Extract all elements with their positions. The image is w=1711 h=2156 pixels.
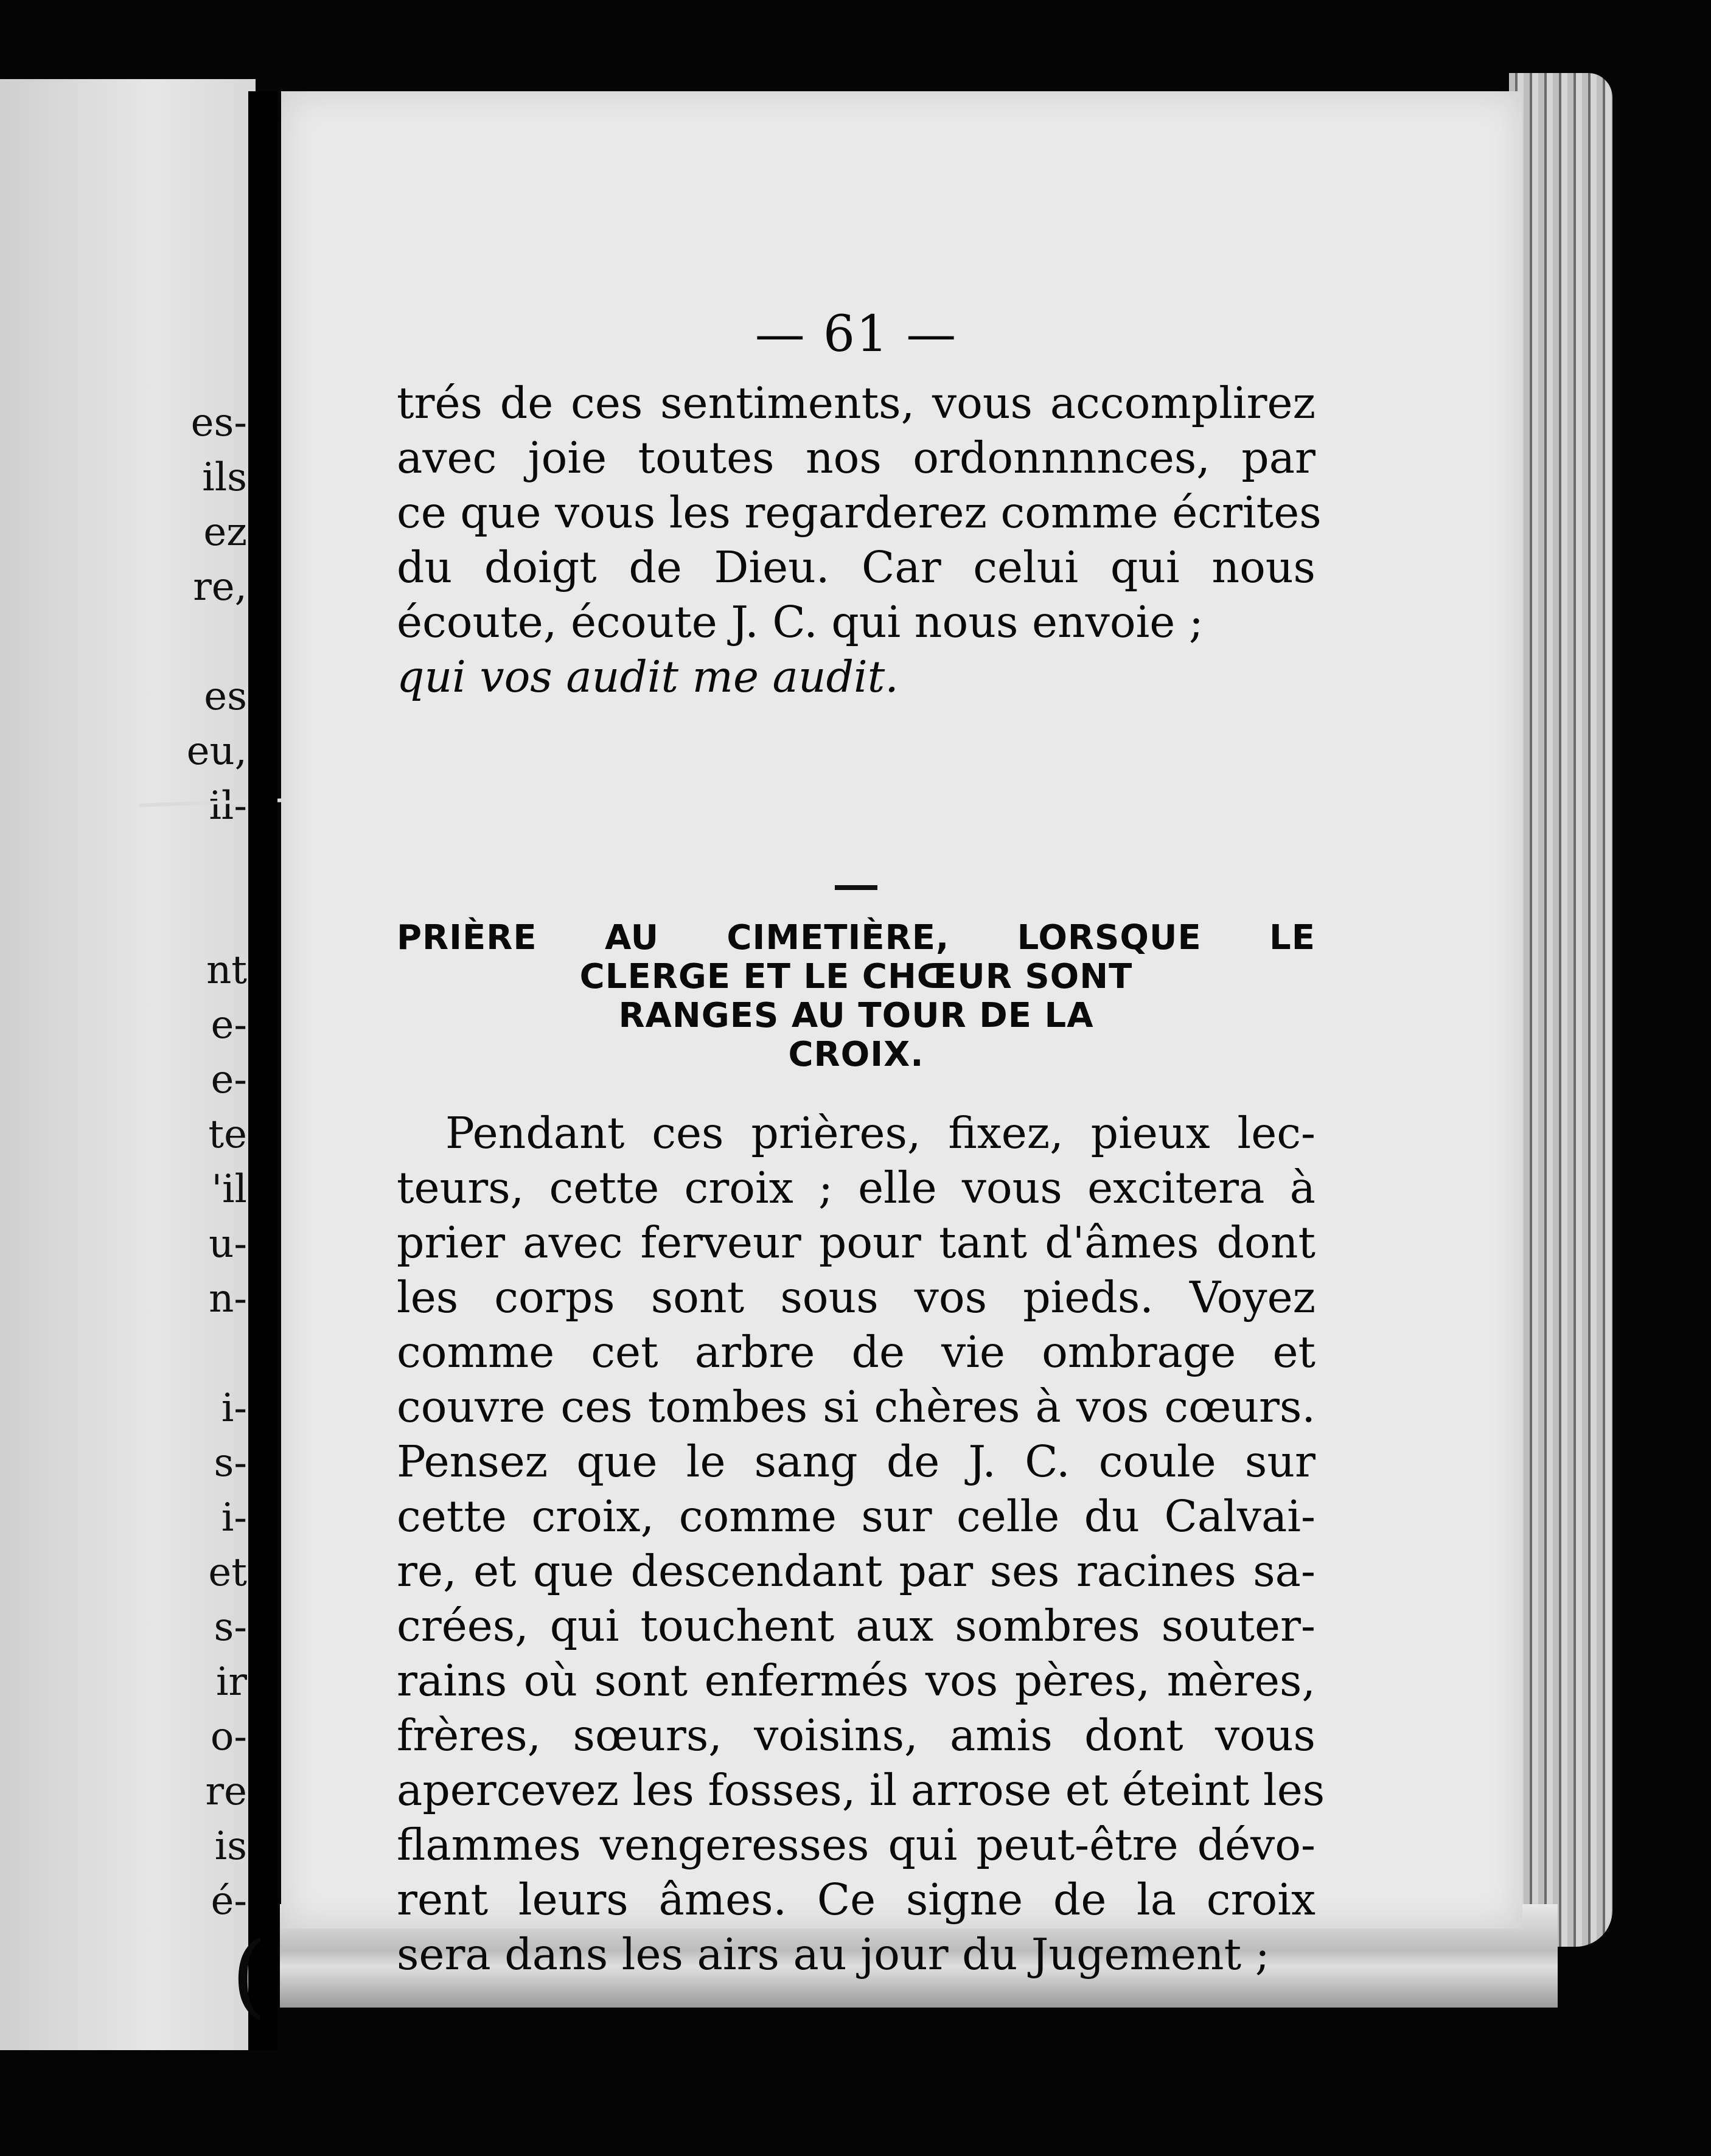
text-line: sera dans les airs au jour du Jugement ; [397, 1929, 1270, 1980]
left-fragment: e- [211, 1057, 247, 1102]
text-line: trés de ces sentiments, vous accomplirez [397, 378, 1315, 428]
text-line: prier avec ferveur pour tant d'âmes dont [397, 1217, 1315, 1268]
text-line: comme cet arbre de vie ombrage et [397, 1327, 1315, 1377]
heading-line: RANGES AU TOUR DE LA [618, 996, 1094, 1035]
page-number: — 61 — [754, 305, 958, 363]
left-fragment: ez [203, 510, 247, 555]
left-fragment [180, 833, 247, 888]
left-page-fragment [0, 79, 256, 2050]
text-line: Pensez que le sang de J. C. coule sur [397, 1436, 1315, 1487]
left-fragment: ils [202, 455, 247, 500]
left-fragment: n- [209, 1276, 247, 1321]
text-line: rent leurs âmes. Ce signe de la croix [397, 1874, 1315, 1925]
left-fragment: i- [221, 1386, 247, 1431]
heading-line: PRIÈRE AU CIMETIÈRE, LORSQUE LE [397, 918, 1315, 958]
left-fragment: re [205, 1769, 247, 1814]
paragraph-prayer [397, 1106, 1325, 1982]
text-line: rains où sont enfermés vos pères, mères, [397, 1655, 1315, 1706]
text-line: teurs, cette croix ; elle vous excitera à [397, 1163, 1315, 1213]
page-stack-edge [1509, 73, 1612, 1947]
left-fragment: e- [211, 1003, 247, 1048]
book-page [281, 91, 1522, 1980]
text-line: les corps sont sous vos pieds. Voyez [397, 1272, 1315, 1323]
ink-mark: ( [231, 1922, 267, 2028]
text-line: avec joie toutes nos ordonnnnces, par [397, 433, 1315, 483]
heading-line: CLERGE ET LE CHŒUR SONT [579, 957, 1133, 996]
left-fragment: es- [190, 400, 247, 445]
left-fragment: 'il [211, 1167, 247, 1212]
left-fragment: i- [221, 1495, 247, 1540]
left-fragment: é- [211, 1879, 247, 1924]
left-page-text-fragments [180, 395, 247, 1928]
text-line: flammes vengeresses qui peut-être dévo- [397, 1820, 1315, 1870]
left-fragment: es [204, 674, 247, 719]
latin-quote [397, 650, 1315, 704]
text-line: frères, sœurs, voisins, amis dont vous [397, 1710, 1315, 1761]
text-line: écoute, écoute J. C. qui nous envoie ; [397, 597, 1204, 647]
text-line: cette croix, comme sur celle du Calvai- [397, 1491, 1315, 1542]
heading-line: CROIX. [788, 1035, 924, 1074]
left-fragment: et [208, 1550, 247, 1595]
left-fragment [180, 614, 247, 669]
left-fragment: te [208, 1112, 247, 1157]
section-heading [397, 919, 1315, 1074]
latin-quote-text: qui vos audit me audit. [397, 652, 899, 702]
section-divider [835, 885, 877, 890]
paragraph-continuation [397, 376, 1322, 650]
text-line: crées, qui touchent aux sombres souter- [397, 1601, 1315, 1651]
left-fragment: re, [193, 565, 247, 610]
left-fragment [180, 1326, 247, 1381]
left-fragment: s- [214, 1441, 247, 1486]
left-fragment: o- [210, 1714, 247, 1759]
text-line: couvre ces tombes si chères à vos cœurs. [397, 1382, 1315, 1432]
book-gutter [248, 91, 277, 2050]
left-fragment [180, 888, 247, 943]
left-fragment: eu, [186, 729, 247, 774]
left-fragment: ir [215, 1660, 247, 1705]
text-line: du doigt de Dieu. Car celui qui nous [397, 542, 1315, 593]
text-line: apercevez les fosses, il arrose et éteint les [397, 1765, 1325, 1815]
text-line: ce que vous les regarderez comme écrites [397, 487, 1322, 538]
left-fragment: s- [214, 1605, 247, 1650]
left-fragment: is [214, 1824, 247, 1869]
text-line: re, et que descendant par ses racines sa- [397, 1546, 1315, 1596]
left-fragment: u- [209, 1222, 247, 1267]
text-line: Pendant ces prières, fixez, pieux lec- [445, 1108, 1315, 1158]
left-fragment: nt [206, 948, 247, 993]
left-fragment: il- [209, 784, 247, 829]
